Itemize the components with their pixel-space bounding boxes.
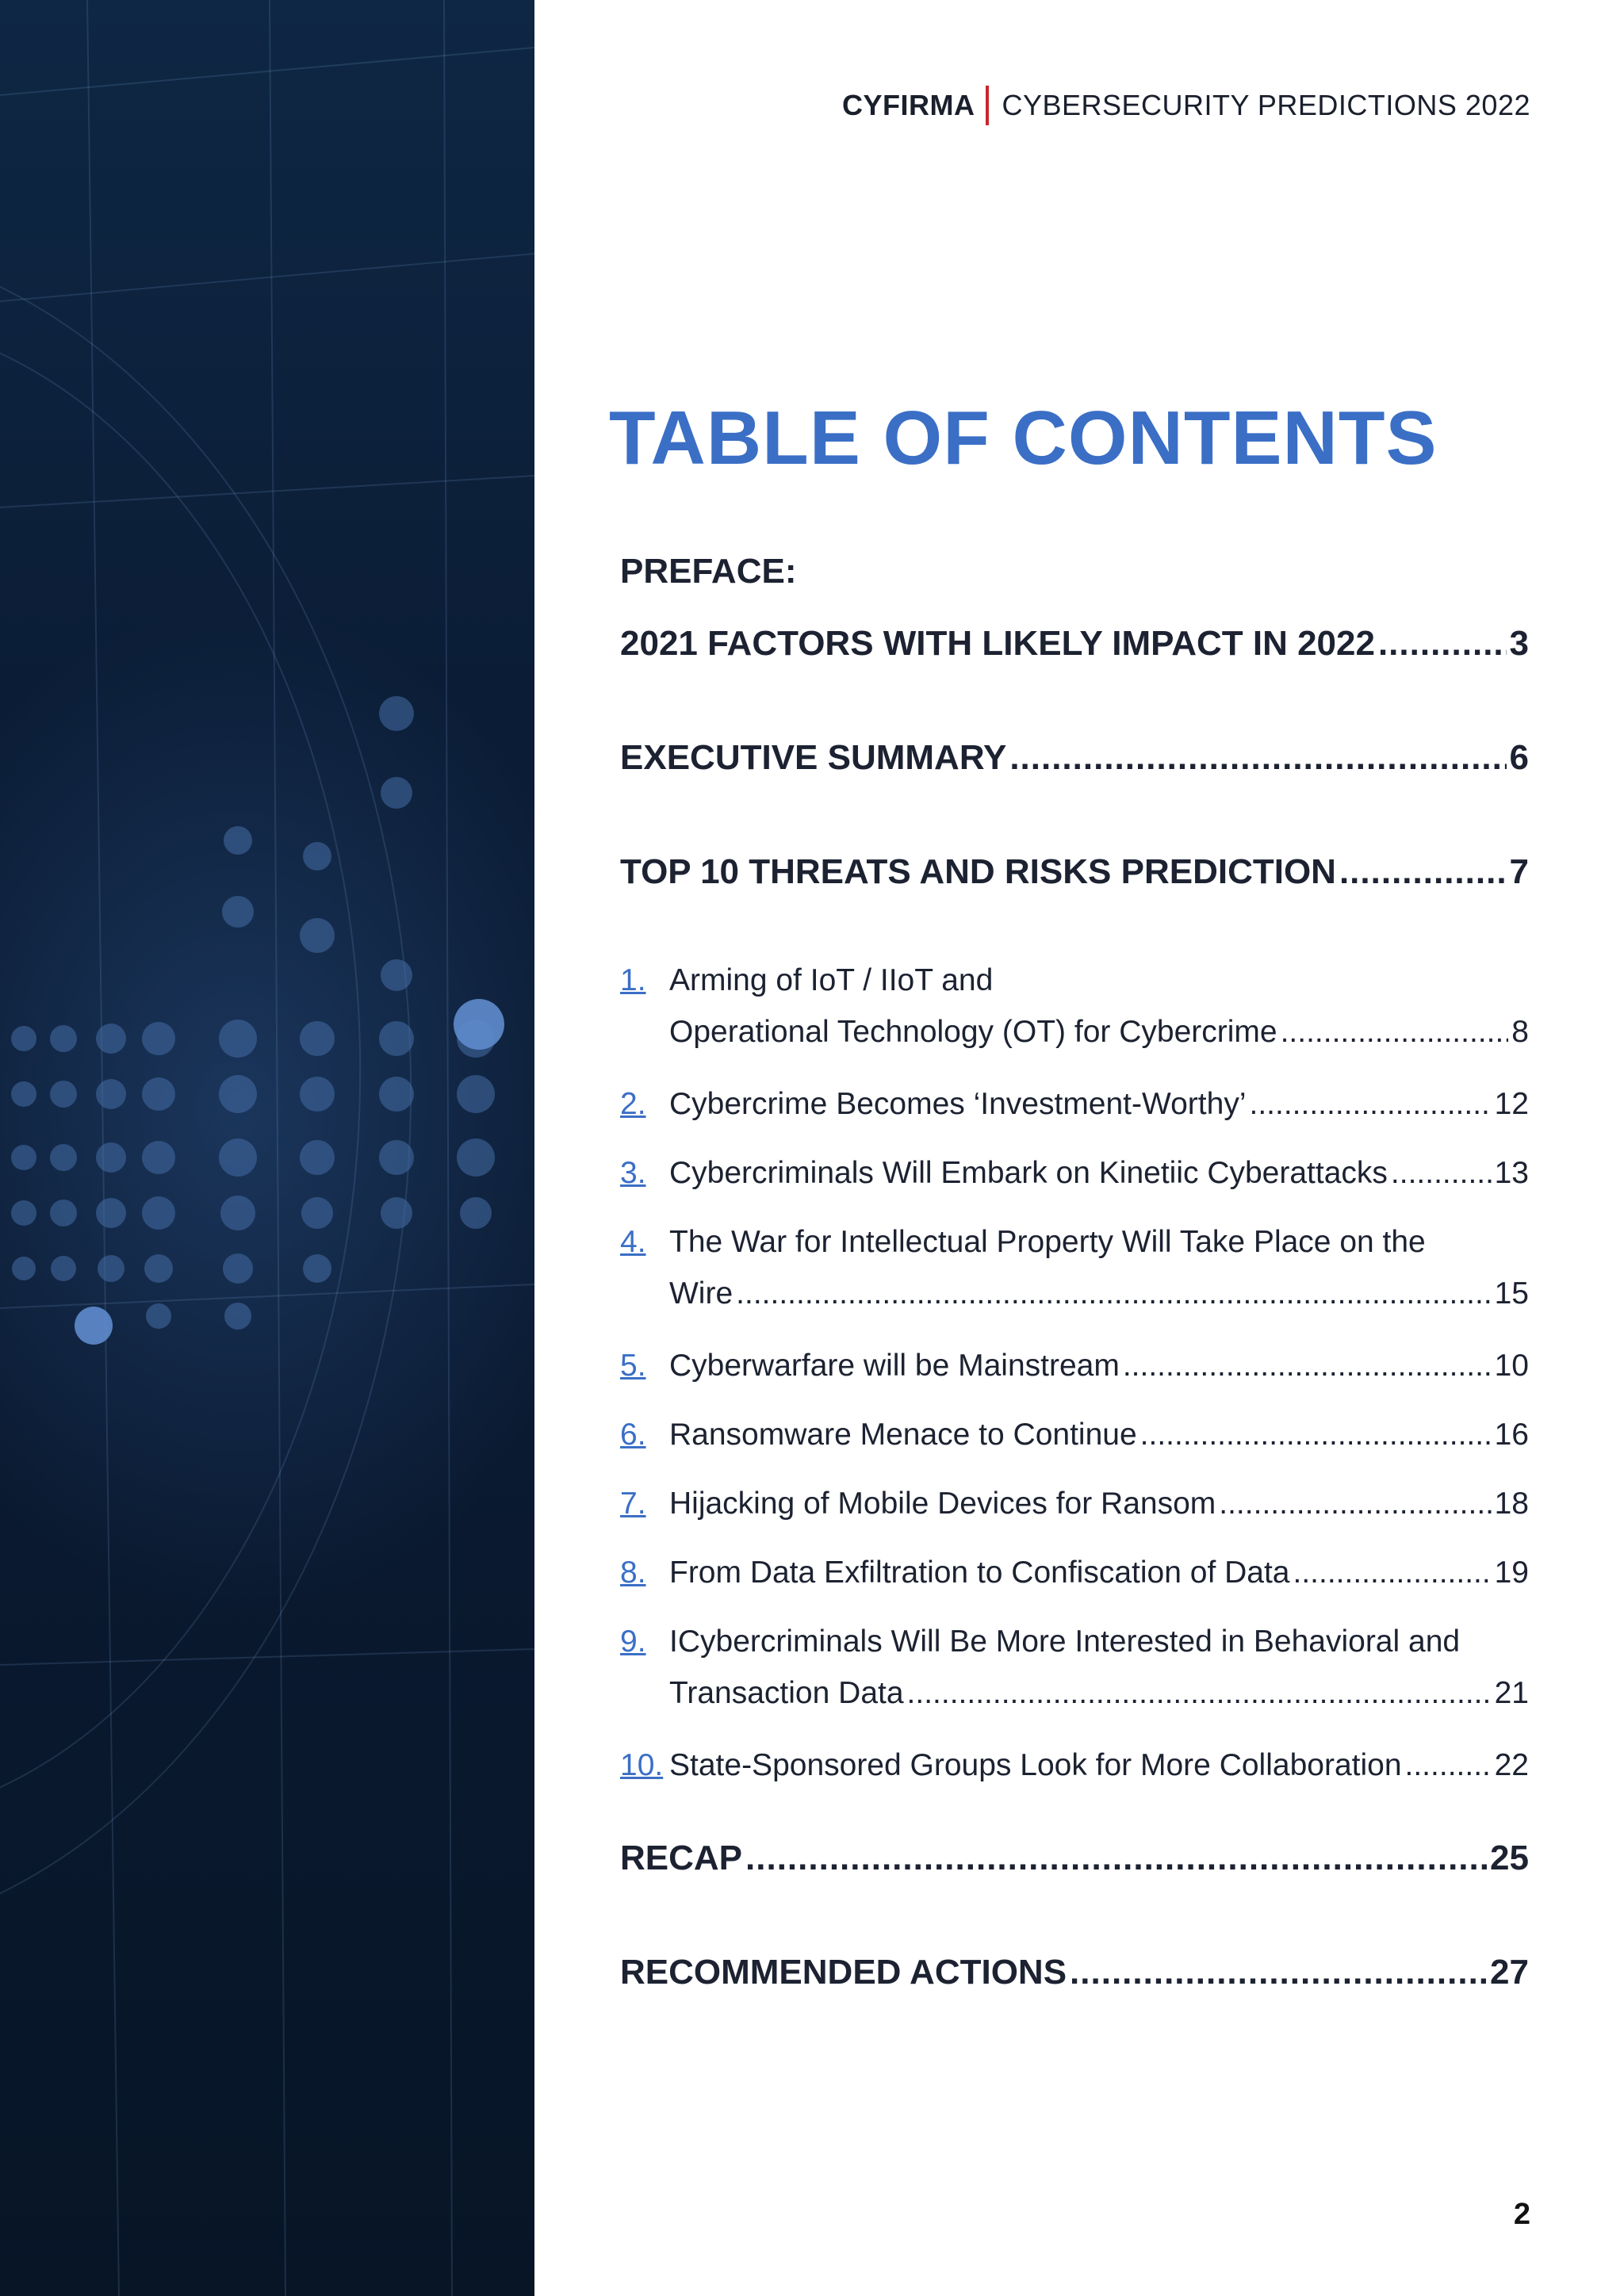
dot-leader — [1339, 851, 1507, 894]
item-page: 21 — [1494, 1675, 1529, 1710]
item-label: Cyberwarfare will be Mainstream — [669, 1349, 1120, 1383]
brand-name: CYFIRMA — [841, 89, 975, 121]
item-number-link[interactable]: 6. — [620, 1418, 646, 1452]
toc-item-2[interactable] — [620, 1086, 1529, 1123]
item-page: 18 — [1494, 1487, 1529, 1521]
toc-item-6[interactable] — [620, 1417, 1529, 1454]
toc-entry-page: 3 — [1509, 624, 1529, 663]
item-page: 10 — [1494, 1349, 1529, 1383]
toc-item-5[interactable] — [620, 1348, 1529, 1385]
item-label-continued: Transaction Data — [669, 1675, 904, 1710]
document-title: CYBERSECURITY PREDICTIONS 2022 — [1002, 89, 1530, 121]
toc-entry-page: 25 — [1490, 1839, 1529, 1877]
item-label: From Data Exfiltration to Confiscation of Data — [669, 1556, 1290, 1590]
item-label: State-Sponsored Groups Look for More Collaboration — [669, 1748, 1402, 1782]
item-label: Cybercriminals Will Embark on Kinetiic Cyberattacks — [669, 1156, 1388, 1190]
dot-leader — [736, 1276, 1491, 1313]
item-number-link[interactable]: 7. — [620, 1487, 646, 1521]
item-number-link[interactable]: 5. — [620, 1349, 646, 1383]
item-number-link[interactable]: 10. — [620, 1748, 664, 1782]
item-number-link[interactable]: 9. — [620, 1624, 646, 1659]
dot-leader — [745, 1838, 1487, 1880]
toc-entry-label: TOP 10 THREATS AND RISKS PREDICTION — [620, 852, 1336, 891]
toc-item-3[interactable] — [620, 1155, 1529, 1192]
toc-item-8[interactable] — [620, 1555, 1529, 1592]
toc-item-4[interactable] — [620, 1224, 1529, 1313]
toc-entry-label: 2021 FACTORS WITH LIKELY IMPACT IN 2022 — [620, 624, 1375, 663]
dot-leader — [1249, 1086, 1491, 1123]
page-number: 2 — [1513, 2198, 1530, 2231]
item-number-link[interactable]: 8. — [620, 1556, 646, 1590]
dot-leader — [1378, 623, 1507, 665]
toc-entry-label: RECAP — [620, 1839, 743, 1877]
dot-leader — [1405, 1747, 1492, 1785]
toc-entry-recap[interactable] — [620, 1838, 1529, 1880]
dot-leader — [1009, 737, 1506, 779]
item-label: Hijacking of Mobile Devices for Ransom — [669, 1487, 1216, 1521]
running-header — [842, 86, 1530, 125]
item-number-link[interactable]: 2. — [620, 1087, 646, 1121]
item-number-link[interactable]: 4. — [620, 1225, 646, 1259]
dot-leader — [1219, 1486, 1491, 1523]
item-label-continued: Operational Technology (OT) for Cybercrime — [669, 1014, 1277, 1049]
dot-leader — [1123, 1348, 1492, 1385]
toc-item-1[interactable] — [620, 962, 1529, 1051]
item-label: ICybercriminals Will Be More Interested in Behavioral and — [669, 1624, 1461, 1659]
dot-leader — [1140, 1417, 1492, 1454]
item-page: 12 — [1494, 1087, 1529, 1121]
toc-heading: TABLE OF CONTENTS — [609, 396, 1438, 480]
toc-entry-page: 6 — [1509, 738, 1529, 777]
toc-entry-page: 27 — [1490, 1953, 1529, 1992]
dot-leader — [1070, 1952, 1487, 1994]
item-label: Cybercrime Becomes ‘Investment-Worthy’ — [669, 1087, 1247, 1121]
digital-grid-graphic — [0, 0, 534, 2296]
toc-entry-label: EXECUTIVE SUMMARY — [620, 738, 1007, 777]
dot-leader — [1391, 1155, 1492, 1192]
header-separator — [986, 86, 989, 125]
dot-leader — [1293, 1555, 1492, 1592]
toc-item-7[interactable] — [620, 1486, 1529, 1523]
item-label: Ransomware Menace to Continue — [669, 1418, 1137, 1452]
toc-entry-recommended-actions[interactable] — [620, 1952, 1529, 1994]
toc-entry-page: 7 — [1509, 852, 1529, 891]
toc-item-10[interactable] — [620, 1747, 1529, 1785]
toc-entry-top-10-threats[interactable] — [620, 851, 1529, 894]
dot-leader — [907, 1675, 1492, 1712]
item-page: 8 — [1511, 1014, 1529, 1049]
toc-entry-executive-summary[interactable] — [620, 737, 1529, 779]
toc-entry-label: RECOMMENDED ACTIONS — [620, 1953, 1067, 1992]
dot-leader — [1281, 1014, 1509, 1051]
decorative-background-image — [0, 0, 534, 2296]
preface-label: PREFACE: — [620, 552, 797, 591]
item-number-link[interactable]: 1. — [620, 963, 646, 997]
toc-entry-2021-factors[interactable] — [620, 623, 1529, 665]
item-label-continued: Wire — [669, 1276, 733, 1311]
item-label: Arming of IoT / IIoT and — [669, 963, 994, 997]
toc-item-9[interactable] — [620, 1624, 1529, 1712]
item-page: 19 — [1494, 1556, 1529, 1590]
item-label: The War for Intellectual Property Will Take Place on the — [669, 1225, 1426, 1259]
item-page: 13 — [1494, 1156, 1529, 1190]
item-number-link[interactable]: 3. — [620, 1156, 646, 1190]
item-page: 22 — [1494, 1748, 1529, 1782]
item-page: 15 — [1494, 1276, 1529, 1311]
item-page: 16 — [1494, 1418, 1529, 1452]
